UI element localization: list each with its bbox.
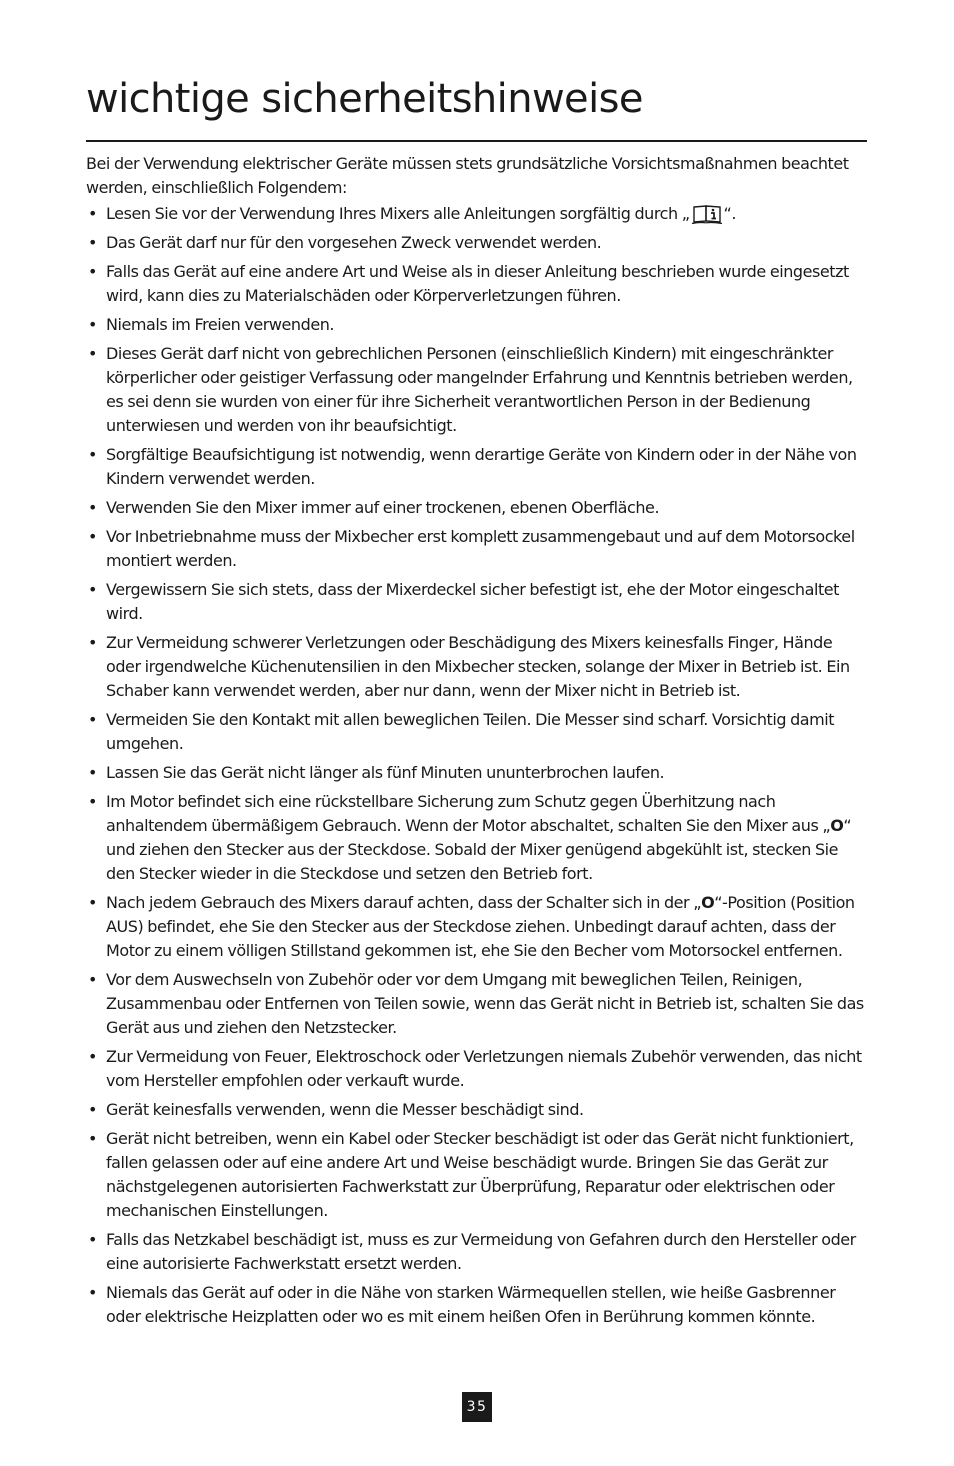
list-item: [86, 578, 867, 626]
bullet: •: [88, 445, 97, 464]
item-text-after-symbol: “ und ziehen den Stecker aus der Steckdose. Sobald der Mixer genügend abgekühlt ist, stecken Sie den Stecker wieder in die Steckdose und setzen den Betrieb fort.: [106, 816, 852, 883]
list-item: [86, 443, 867, 491]
list-item: [86, 342, 867, 438]
bullet: •: [88, 1129, 97, 1148]
bullet: •: [88, 262, 97, 281]
item-text: Lassen Sie das Gerät nicht länger als fünf Minuten ununterbrochen laufen.: [106, 763, 665, 782]
list-item: [86, 202, 867, 226]
item-text: Gerät keinesfalls verwenden, wenn die Messer beschädigt sind.: [106, 1100, 584, 1119]
list-item: [86, 260, 867, 308]
item-text-before-symbol: Nach jedem Gebrauch des Mixers darauf achten, dass der Schalter sich in der „: [106, 893, 702, 912]
page-number: 35: [462, 1392, 492, 1422]
item-text-after-symbol: “-Position (Position AUS) befindet, ehe Sie den Stecker aus der Steckdose ziehen. Unbedingt darauf achten, dass der Motor zu einem völligen Stillstand gekommen ist, ehe Sie den Becher vom Motorsockel entfernen.: [106, 893, 855, 960]
list-item: [86, 496, 867, 520]
off-position-symbol: O: [701, 893, 715, 912]
item-text: Zur Vermeidung schwerer Verletzungen oder Beschädigung des Mixers keinesfalls Finger, Hände oder irgendwelche Küchenutensilien in den Mixbecher stecken, solange der Mixer in Betrieb ist. Ein Schaber kann verwendet werden, aber nur dann, wenn der Mixer nicht in Betrieb ist.: [106, 633, 850, 700]
bullet: •: [88, 792, 97, 811]
bullet: •: [88, 1230, 97, 1249]
list-item: [86, 1045, 867, 1093]
item-text: Sorgfältige Beaufsichtigung ist notwendig, wenn derartige Geräte von Kindern oder in der Nähe von Kindern verwendet werden.: [106, 445, 857, 488]
bullet: •: [88, 970, 97, 989]
bullet: •: [88, 498, 97, 517]
list-item: [86, 1281, 867, 1329]
list-item: [86, 891, 867, 963]
title-divider: [86, 140, 867, 142]
bullet: •: [88, 1100, 97, 1119]
list-item: [86, 790, 867, 886]
list-item: [86, 708, 867, 756]
list-item: [86, 968, 867, 1040]
bullet: •: [88, 763, 97, 782]
item-text: Niemals im Freien verwenden.: [106, 315, 335, 334]
item-text: Vor dem Auswechseln von Zubehör oder vor dem Umgang mit beweglichen Teilen, Reinigen, Zusammenbau oder Entfernen von Teilen sowie, wenn das Gerät nicht in Betrieb ist, schalten Sie das Gerät aus und ziehen den Netzstecker.: [106, 970, 864, 1037]
item-text: Falls das Gerät auf eine andere Art und Weise als in dieser Anleitung beschrieben wurde eingesetzt wird, kann dies zu Materialschäden oder Körperverletzungen führen.: [106, 262, 849, 305]
item-text-before-icon: Lesen Sie vor der Verwendung Ihres Mixers alle Anleitungen sorgfältig durch „: [106, 204, 690, 223]
page-title: wichtige sicherheitshinweise: [86, 76, 643, 122]
read-manual-icon: [691, 203, 723, 225]
item-text: Das Gerät darf nur für den vorgesehen Zweck verwendet werden.: [106, 233, 602, 252]
bullet: •: [88, 344, 97, 363]
list-item: [86, 1228, 867, 1276]
item-text: Vermeiden Sie den Kontakt mit allen beweglichen Teilen. Die Messer sind scharf. Vorsichtig damit umgehen.: [106, 710, 835, 753]
bullet: •: [88, 1047, 97, 1066]
list-item: [86, 313, 867, 337]
off-position-symbol: O: [830, 816, 844, 835]
item-text: Vor Inbetriebnahme muss der Mixbecher erst komplett zusammengebaut und auf dem Motorsockel montiert werden.: [106, 527, 855, 570]
bullet: •: [88, 315, 97, 334]
bullet: •: [88, 633, 97, 652]
intro-paragraph: Bei der Verwendung elektrischer Geräte müssen stets grundsätzliche Vorsichtsmaßnahmen beachtet werden, einschließlich Folgendem:: [86, 154, 849, 197]
bullet: •: [88, 893, 97, 912]
item-text: Verwenden Sie den Mixer immer auf einer trockenen, ebenen Oberfläche.: [106, 498, 660, 517]
item-text: Gerät nicht betreiben, wenn ein Kabel oder Stecker beschädigt ist oder das Gerät nicht funktioniert, fallen gelassen oder auf eine andere Art und Weise beschädigt wurde. Bringen Sie das Gerät zur nächstgelegenen autorisierten Fachwerkstatt zur Überprüfung, Reparatur oder elektrischen oder mechanischen Einstellungen.: [106, 1129, 854, 1220]
item-text: Dieses Gerät darf nicht von gebrechlichen Personen (einschließlich Kindern) mit eingeschränkter körperlicher oder geistiger Verfassung oder mangelnder Erfahrung und Kenntnis betrieben werden, es sei denn sie wurden von einer für ihre Sicherheit verantwortlichen Person in der Bedienung unterwiesen und werden von ihr beaufsichtigt.: [106, 344, 853, 435]
bullet: •: [88, 710, 97, 729]
bullet: •: [88, 527, 97, 546]
list-item: [86, 1127, 867, 1223]
item-text-before-symbol: Im Motor befindet sich eine rückstellbare Sicherung zum Schutz gegen Überhitzung nach anhaltendem übermäßigem Gebrauch. Wenn der Motor abschaltet, schalten Sie den Mixer aus „: [106, 792, 831, 835]
bullet: •: [88, 1283, 97, 1302]
bullet: •: [88, 204, 97, 223]
list-item: [86, 1098, 867, 1122]
list-item: [86, 631, 867, 703]
list-item: [86, 231, 867, 255]
item-text: Niemals das Gerät auf oder in die Nähe von starken Wärmequellen stellen, wie heiße Gasbrenner oder elektrische Heizplatten oder wo es mit einem heißen Ofen in Berührung kommen könnte.: [106, 1283, 836, 1326]
item-text: Vergewissern Sie sich stets, dass der Mixerdeckel sicher befestigt ist, ehe der Motor eingeschaltet wird.: [106, 580, 839, 623]
item-text: Zur Vermeidung von Feuer, Elektroschock oder Verletzungen niemals Zubehör verwenden, das nicht vom Hersteller empfohlen oder verkauft wurde.: [106, 1047, 862, 1090]
list-item: [86, 525, 867, 573]
item-text: Falls das Netzkabel beschädigt ist, muss es zur Vermeidung von Gefahren durch den Hersteller oder eine autorisierte Fachwerkstatt ersetzt werden.: [106, 1230, 856, 1273]
safety-list: [86, 202, 867, 1329]
bullet: •: [88, 233, 97, 252]
list-item: [86, 761, 867, 785]
bullet: •: [88, 580, 97, 599]
safety-instructions: [86, 152, 867, 1334]
item-text-after-icon: “.: [723, 204, 737, 223]
